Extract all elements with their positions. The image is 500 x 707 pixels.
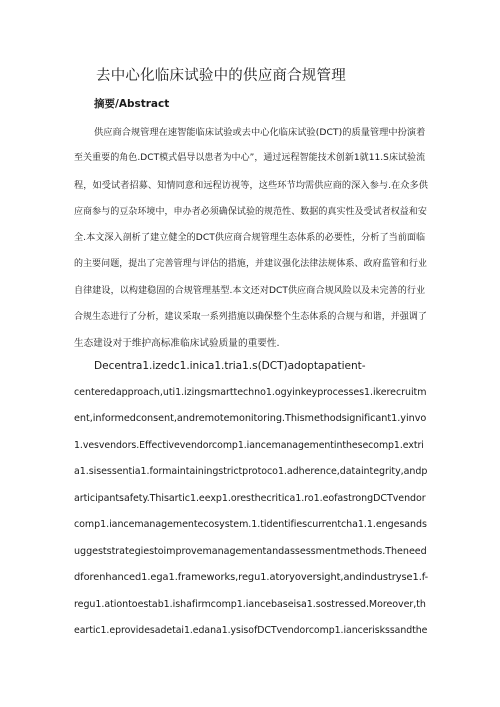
page-title: 去中心化临床试验中的供应商合规管理 [96, 68, 346, 84]
en-line-7: comp1.iancemanagementecosystem.1.tidentifiescurrentcha1.1.engesands [74, 519, 427, 530]
en-line-2: centeredapproach,uti1.izingsmarttechno1.ogyinkeyprocesses1.ikerecruitm [74, 387, 427, 398]
en-line-11: eartic1.eprovidesadetai1.edana1.ysisofDCTvendorcomp1.ianceriskssandthe [74, 625, 428, 636]
zh-line-9: 生态建设对于维护高标准临床试验质量的重要性. [74, 338, 280, 349]
zh-line-6: 的主要问题，提出了完善管理与评估的措施，并建议强化法律法规体系、政府监管和行业 [74, 259, 427, 269]
en-line-1: Decentra1.izedc1.inica1.tria1.s(DCT)adoptapatient- [94, 360, 366, 372]
en-line-5: a1.sisessentia1.formaintainingstrictprotoco1.adherence,dataintegrity,andp [74, 466, 428, 477]
en-line-4: 1.vesvendors.Effectivevendorcomp1.iancemanagementinthesecomp1.extri [74, 440, 424, 451]
zh-line-3: 程，如受试者招募、知情同意和远程访视等，这些环节均需供应商的深入参与.在众多供 [74, 180, 428, 191]
en-line-8: uggeststrategiestoimprovemanagementandassessmentmethods.Theneed [74, 546, 427, 557]
zh-line-4: 应商参与的豆杂环境中，申办者必须确保试验的规范性、数据的真实性及受试者权益和安 [74, 207, 427, 217]
zh-line-8: 合规生态进行了分析，建议采取一系列措施以确保整个生态体系的合规与和谐，并强调了 [74, 312, 427, 322]
zh-line-5: 全.本文深入剖析了建立健全的DCT供应商合规管理生态体系的必要性，分析了当前面临 [74, 233, 426, 243]
en-line-3: ent,informedconsent,andremotemonitoring.Thismethodsignificant1.yinvo [74, 413, 427, 424]
zh-line-1: 供应商合规管理在速智能临床试验或去中心化临床试验(DCT)的质量管理中扮演着 [94, 127, 426, 138]
zh-line-7: 自律建设，以构建稳固的合规管理基型.本文还对DCT供应商合规风险以及未完善的行业 [74, 286, 426, 296]
zh-line-2: 至关重要的角色.DCT模式倡导以患者为中心”，通过远程智能技术创新1就11.S床试验流 [74, 153, 426, 163]
en-line-6: articipantsafety.Thisartic1.eexp1.oresthecritica1.ro1.eofastrongDCTvendor [74, 493, 426, 504]
en-line-9: dforenhanced1.ega1.frameworks,regu1.atoryoversight,andindustryse1.f- [74, 572, 429, 583]
en-line-10: regu1.ationtoestab1.ishafirmcomp1.iancebaseisa1.sostressed.Moreover,th [74, 599, 426, 610]
abstract-heading: 摘要/Abstract [94, 98, 170, 110]
